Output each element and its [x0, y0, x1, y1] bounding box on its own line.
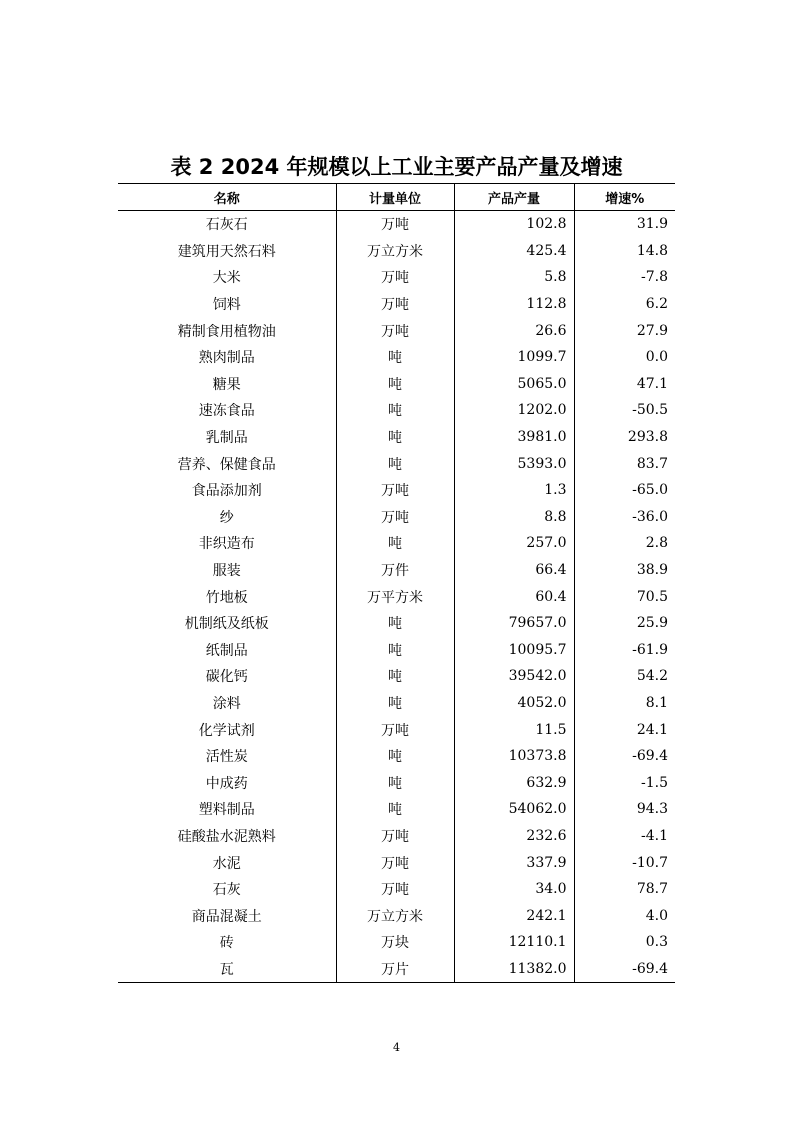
product-name-cell: 乳制品 — [205, 430, 248, 447]
product-output-table — [118, 183, 675, 983]
product-name-cell: 瓦 — [219, 961, 234, 978]
product-name-cell: 非织造布 — [198, 536, 255, 553]
output-cell: 79657.0 — [454, 610, 574, 637]
table-row — [118, 849, 675, 876]
output-cell: 425.4 — [454, 238, 574, 265]
growth-cell: 27.9 — [574, 317, 675, 344]
table-row — [118, 796, 675, 823]
growth-cell: -36.0 — [574, 504, 675, 531]
growth-cell: -69.4 — [574, 956, 675, 983]
table-row — [118, 663, 675, 690]
output-cell: 232.6 — [454, 823, 574, 850]
table-row — [118, 211, 675, 238]
output-cell: 5.8 — [454, 264, 574, 291]
output-cell: 11382.0 — [454, 956, 574, 983]
growth-cell: 38.9 — [574, 557, 675, 584]
growth-cell: 47.1 — [574, 371, 675, 398]
product-name-cell: 活性炭 — [205, 749, 248, 766]
unit-cell: 万吨 — [336, 317, 454, 344]
output-cell: 5393.0 — [454, 450, 574, 477]
product-name-cell: 涂料 — [212, 695, 241, 712]
unit-cell: 万立方米 — [336, 238, 454, 265]
product-name-cell: 砖 — [219, 935, 234, 952]
unit-cell: 吨 — [336, 769, 454, 796]
header-output: 产品产量 — [454, 184, 574, 211]
table-row — [118, 238, 675, 265]
output-cell: 4052.0 — [454, 690, 574, 717]
table-header-row — [118, 184, 675, 211]
table-row — [118, 583, 675, 610]
product-name-cell: 石灰石 — [205, 217, 248, 234]
table-row — [118, 716, 675, 743]
unit-cell: 万吨 — [336, 716, 454, 743]
unit-cell: 吨 — [336, 690, 454, 717]
header-name: 名称 — [118, 184, 336, 211]
unit-cell: 万吨 — [336, 823, 454, 850]
product-name-cell: 碳化钙 — [205, 669, 248, 686]
growth-cell: 24.1 — [574, 716, 675, 743]
growth-cell: 2.8 — [574, 530, 675, 557]
table-row — [118, 291, 675, 318]
growth-cell: 70.5 — [574, 583, 675, 610]
unit-cell: 吨 — [336, 637, 454, 664]
table-row — [118, 317, 675, 344]
product-name-cell: 纸制品 — [205, 642, 248, 659]
table-row — [118, 424, 675, 451]
product-name-cell: 机制纸及纸板 — [184, 616, 269, 633]
product-name-cell: 化学试剂 — [198, 722, 255, 739]
unit-cell: 吨 — [336, 371, 454, 398]
product-name-cell: 水泥 — [212, 855, 241, 872]
table-row — [118, 876, 675, 903]
growth-cell: 94.3 — [574, 796, 675, 823]
output-cell: 1099.7 — [454, 344, 574, 371]
unit-cell: 吨 — [336, 397, 454, 424]
unit-cell: 万吨 — [336, 477, 454, 504]
product-name-cell: 熟肉制品 — [198, 350, 255, 367]
header-growth: 增速% — [574, 184, 675, 211]
table-row — [118, 371, 675, 398]
table-row — [118, 530, 675, 557]
growth-cell: 0.0 — [574, 344, 675, 371]
table-row — [118, 557, 675, 584]
header-unit: 计量单位 — [336, 184, 454, 211]
unit-cell: 万吨 — [336, 876, 454, 903]
unit-cell: 万件 — [336, 557, 454, 584]
output-cell: 632.9 — [454, 769, 574, 796]
table-row — [118, 264, 675, 291]
unit-cell: 万吨 — [336, 504, 454, 531]
unit-cell: 万平方米 — [336, 583, 454, 610]
table-row — [118, 690, 675, 717]
output-cell: 60.4 — [454, 583, 574, 610]
output-cell: 54062.0 — [454, 796, 574, 823]
output-cell: 34.0 — [454, 876, 574, 903]
output-cell: 11.5 — [454, 716, 574, 743]
product-name-cell: 大米 — [212, 270, 241, 287]
product-name-cell: 精制食用植物油 — [177, 323, 276, 340]
growth-cell: 54.2 — [574, 663, 675, 690]
table-row — [118, 504, 675, 531]
product-name-cell: 营养、保健食品 — [177, 456, 276, 473]
unit-cell: 吨 — [336, 450, 454, 477]
product-name-cell: 商品混凝土 — [191, 908, 262, 925]
table-row — [118, 610, 675, 637]
product-name-cell: 竹地板 — [205, 589, 248, 606]
unit-cell: 吨 — [336, 530, 454, 557]
output-cell: 257.0 — [454, 530, 574, 557]
growth-cell: -7.8 — [574, 264, 675, 291]
product-name-cell: 硅酸盐水泥熟料 — [177, 828, 276, 845]
unit-cell: 吨 — [336, 344, 454, 371]
table-title: 表 2 2024 年规模以上工业主要产品产量及增速 — [170, 155, 623, 179]
growth-cell: 25.9 — [574, 610, 675, 637]
product-name-cell: 速冻食品 — [198, 403, 255, 420]
product-name-cell: 建筑用天然石料 — [177, 243, 276, 260]
table-row — [118, 823, 675, 850]
output-cell: 102.8 — [454, 211, 574, 238]
growth-cell: 14.8 — [574, 238, 675, 265]
table-row — [118, 344, 675, 371]
output-cell: 337.9 — [454, 849, 574, 876]
growth-cell: 31.9 — [574, 211, 675, 238]
page-number: 4 — [393, 1041, 400, 1054]
output-cell: 8.8 — [454, 504, 574, 531]
growth-cell: -65.0 — [574, 477, 675, 504]
growth-cell: 4.0 — [574, 902, 675, 929]
output-cell: 1.3 — [454, 477, 574, 504]
table-row — [118, 450, 675, 477]
growth-cell: -50.5 — [574, 397, 675, 424]
output-cell: 3981.0 — [454, 424, 574, 451]
growth-cell: -1.5 — [574, 769, 675, 796]
unit-cell: 万吨 — [336, 264, 454, 291]
output-cell: 66.4 — [454, 557, 574, 584]
unit-cell: 万吨 — [336, 211, 454, 238]
growth-cell: 6.2 — [574, 291, 675, 318]
product-name-cell: 中成药 — [205, 775, 248, 792]
growth-cell: 8.1 — [574, 690, 675, 717]
output-cell: 10373.8 — [454, 743, 574, 770]
table-body — [118, 211, 675, 983]
growth-cell: 293.8 — [574, 424, 675, 451]
table-row — [118, 397, 675, 424]
table-row — [118, 477, 675, 504]
output-cell: 5065.0 — [454, 371, 574, 398]
product-name-cell: 塑料制品 — [198, 802, 255, 819]
unit-cell: 吨 — [336, 796, 454, 823]
unit-cell: 吨 — [336, 424, 454, 451]
table-row — [118, 956, 675, 983]
output-cell: 1202.0 — [454, 397, 574, 424]
growth-cell: 78.7 — [574, 876, 675, 903]
growth-cell: -69.4 — [574, 743, 675, 770]
table-row — [118, 637, 675, 664]
unit-cell: 吨 — [336, 743, 454, 770]
unit-cell: 万吨 — [336, 849, 454, 876]
output-cell: 39542.0 — [454, 663, 574, 690]
growth-cell: 83.7 — [574, 450, 675, 477]
unit-cell: 万片 — [336, 956, 454, 983]
unit-cell: 吨 — [336, 610, 454, 637]
product-name-cell: 食品添加剂 — [191, 483, 262, 500]
output-cell: 112.8 — [454, 291, 574, 318]
unit-cell: 万块 — [336, 929, 454, 956]
product-name-cell: 服装 — [212, 563, 241, 580]
unit-cell: 万立方米 — [336, 902, 454, 929]
product-name-cell: 糖果 — [212, 376, 241, 393]
growth-cell: -61.9 — [574, 637, 675, 664]
growth-cell: 0.3 — [574, 929, 675, 956]
table-row — [118, 769, 675, 796]
product-name-cell: 饲料 — [212, 297, 241, 314]
unit-cell: 吨 — [336, 663, 454, 690]
unit-cell: 万吨 — [336, 291, 454, 318]
output-cell: 12110.1 — [454, 929, 574, 956]
growth-cell: -10.7 — [574, 849, 675, 876]
output-cell: 242.1 — [454, 902, 574, 929]
table-row — [118, 929, 675, 956]
product-name-cell: 石灰 — [212, 882, 241, 899]
product-name-cell: 纱 — [219, 509, 234, 526]
growth-cell: -4.1 — [574, 823, 675, 850]
output-cell: 10095.7 — [454, 637, 574, 664]
output-cell: 26.6 — [454, 317, 574, 344]
table-row — [118, 743, 675, 770]
table-row — [118, 902, 675, 929]
